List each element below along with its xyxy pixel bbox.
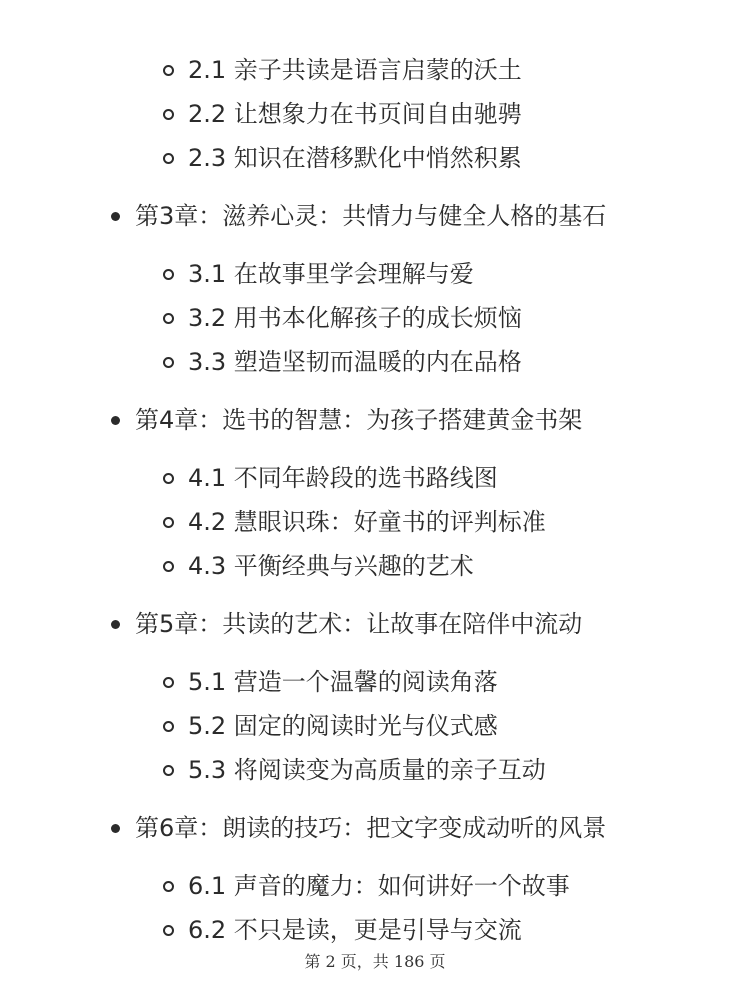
section-4-1 xyxy=(0,456,750,500)
chapter-heading xyxy=(0,194,750,238)
hollow-bullet-icon xyxy=(163,881,174,892)
section-label: 2.3 知识在潜移默化中悄然积累 xyxy=(188,144,522,172)
hollow-bullet-icon xyxy=(163,357,174,368)
hollow-bullet-icon xyxy=(163,765,174,776)
table-of-contents xyxy=(0,48,750,952)
hollow-bullet-icon xyxy=(163,269,174,280)
section-6-2 xyxy=(0,908,750,952)
filled-bullet-icon xyxy=(111,620,120,629)
section-label: 4.1 不同年龄段的选书路线图 xyxy=(188,464,498,492)
hollow-bullet-icon xyxy=(163,677,174,688)
section-5-2 xyxy=(0,704,750,748)
section-4-2 xyxy=(0,500,750,544)
section-2-3 xyxy=(0,136,750,180)
section-label: 3.1 在故事里学会理解与爱 xyxy=(188,260,474,288)
section-6-1 xyxy=(0,864,750,908)
section-5-3 xyxy=(0,748,750,792)
chapter-title: 第5章：共读的艺术：让故事在陪伴中流动 xyxy=(135,610,583,638)
section-5-1 xyxy=(0,660,750,704)
chapter-title: 第3章：滋养心灵：共情力与健全人格的基石 xyxy=(135,202,607,230)
hollow-bullet-icon xyxy=(163,109,174,120)
section-label: 5.3 将阅读变为高质量的亲子互动 xyxy=(188,756,546,784)
section-label: 3.3 塑造坚韧而温暖的内在品格 xyxy=(188,348,522,376)
hollow-bullet-icon xyxy=(163,925,174,936)
page-number: 第 2 页，共 186 页 xyxy=(304,952,446,971)
section-label: 5.1 营造一个温馨的阅读角落 xyxy=(188,668,498,696)
chapter-6 xyxy=(0,806,750,952)
section-2-2 xyxy=(0,92,750,136)
chapter-title: 第6章：朗读的技巧：把文字变成动听的风景 xyxy=(135,814,607,842)
section-label: 6.2 不只是读，更是引导与交流 xyxy=(188,916,522,944)
section-3-2 xyxy=(0,296,750,340)
section-label: 2.1 亲子共读是语言启蒙的沃土 xyxy=(188,56,522,84)
section-3-1 xyxy=(0,252,750,296)
section-2-1 xyxy=(0,48,750,92)
section-label: 6.1 声音的魔力：如何讲好一个故事 xyxy=(188,872,570,900)
chapter-heading xyxy=(0,398,750,442)
hollow-bullet-icon xyxy=(163,313,174,324)
hollow-bullet-icon xyxy=(163,561,174,572)
section-label: 4.2 慧眼识珠：好童书的评判标准 xyxy=(188,508,546,536)
page-footer xyxy=(0,950,750,974)
filled-bullet-icon xyxy=(111,824,120,833)
filled-bullet-icon xyxy=(111,212,120,221)
hollow-bullet-icon xyxy=(163,153,174,164)
section-label: 3.2 用书本化解孩子的成长烦恼 xyxy=(188,304,522,332)
section-3-3 xyxy=(0,340,750,384)
hollow-bullet-icon xyxy=(163,517,174,528)
chapter-5 xyxy=(0,602,750,792)
chapter-3 xyxy=(0,194,750,384)
hollow-bullet-icon xyxy=(163,721,174,732)
section-label: 2.2 让想象力在书页间自由驰骋 xyxy=(188,100,522,128)
filled-bullet-icon xyxy=(111,416,120,425)
hollow-bullet-icon xyxy=(163,65,174,76)
chapter-4 xyxy=(0,398,750,588)
chapter-heading xyxy=(0,602,750,646)
chapter-heading xyxy=(0,806,750,850)
section-label: 4.3 平衡经典与兴趣的艺术 xyxy=(188,552,474,580)
hollow-bullet-icon xyxy=(163,473,174,484)
section-label: 5.2 固定的阅读时光与仪式感 xyxy=(188,712,498,740)
chapter-title: 第4章：选书的智慧：为孩子搭建黄金书架 xyxy=(135,406,583,434)
section-4-3 xyxy=(0,544,750,588)
chapter-2-continued xyxy=(0,48,750,180)
